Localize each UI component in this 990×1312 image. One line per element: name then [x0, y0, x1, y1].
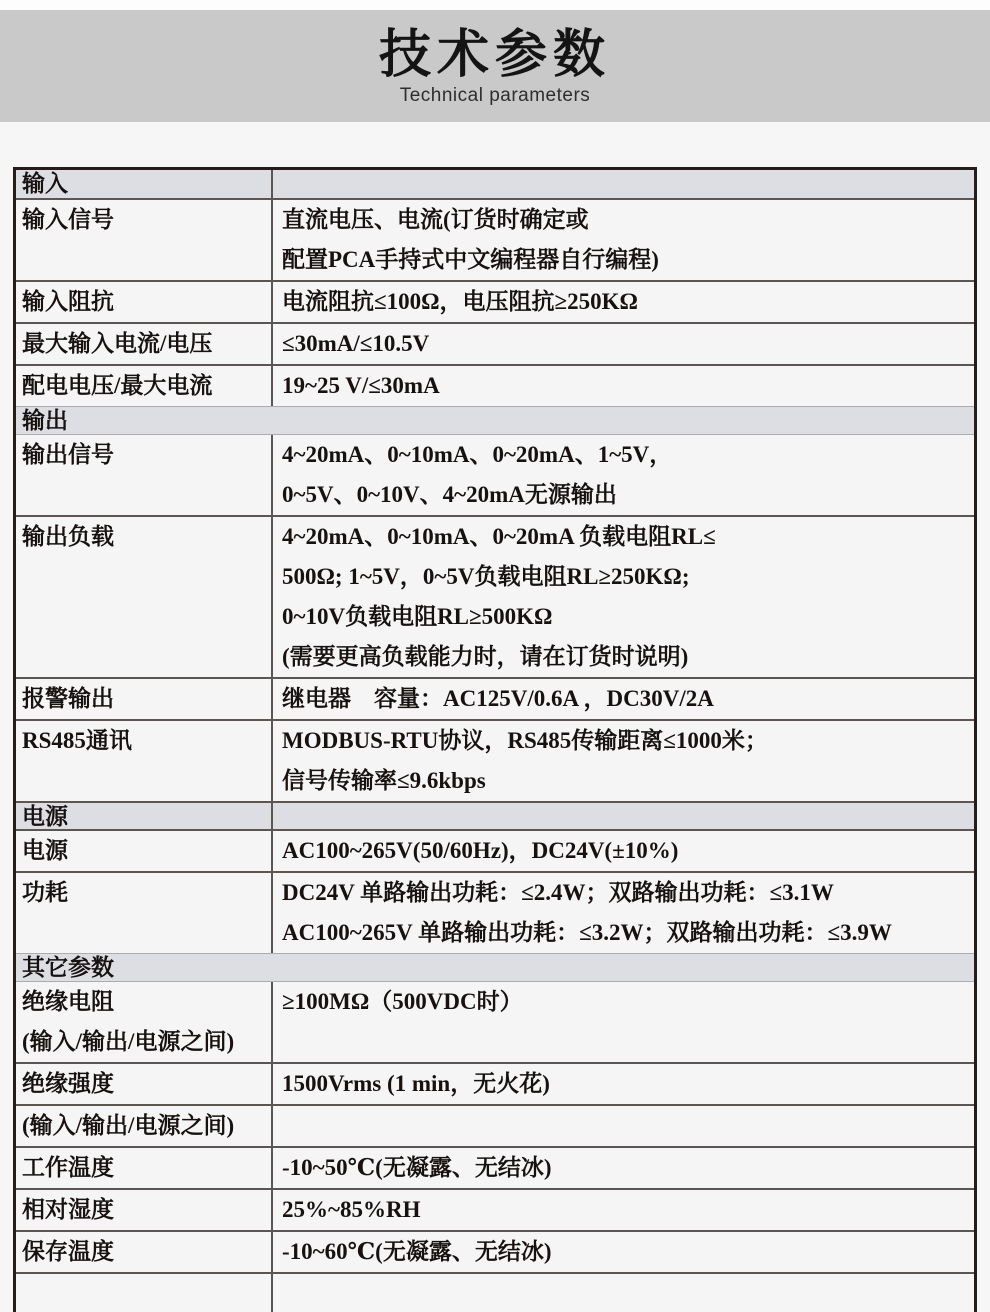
page-title: 技术参数	[378, 25, 611, 84]
spec-value-cell	[273, 1064, 974, 1104]
spec-label-cell	[16, 721, 273, 801]
spec-value-cell	[273, 1274, 974, 1312]
spec-value-line: 继电器 容量：AC125V/0.6A ，DC30V/2A	[282, 686, 714, 711]
spec-value-cell	[273, 170, 974, 198]
header-band	[0, 10, 990, 122]
spec-label-cell	[16, 200, 273, 280]
spec-value-cell	[273, 954, 974, 981]
spec-value-line: -10~60℃(无凝露、无结冰)	[282, 1239, 552, 1264]
table-row	[16, 434, 974, 515]
spec-value-line: 19~25 V/≤30mA	[282, 373, 440, 398]
table-row	[16, 871, 974, 953]
spec-label-line: 绝缘强度	[22, 1071, 114, 1096]
table-row	[16, 719, 974, 801]
spec-label-cell	[16, 1106, 273, 1146]
spec-label-line: 报警输出	[22, 686, 114, 711]
spec-value-line: AC100~265V(50/60Hz)，DC24V(±10%)	[282, 838, 679, 863]
page-subtitle: Technical parameters	[399, 84, 591, 106]
spec-value-line: MODBUS-RTU协议，RS485传输距离≤1000米；	[282, 728, 768, 753]
spec-table	[13, 167, 977, 1312]
spec-label-cell	[16, 679, 273, 719]
spec-value-line: 信号传输率≤9.6kbps	[282, 768, 486, 793]
spec-label-line: 其它参数	[22, 955, 114, 980]
spec-value-line: ≤30mA/≤10.5V	[282, 331, 430, 356]
spec-label-cell	[16, 803, 273, 829]
table-row	[16, 1188, 974, 1230]
spec-label-line: 电源	[22, 838, 68, 863]
table-row	[16, 322, 974, 364]
spec-value-line: 电流阻抗≤100Ω，电压阻抗≥250KΩ	[282, 289, 638, 314]
spec-label-line: (输入/输出/电源之间)	[22, 1029, 235, 1054]
spec-value-line: 4~20mA、0~10mA、0~20mA、1~5V，	[282, 442, 673, 467]
spec-label-line: 绝缘电阻	[22, 989, 114, 1014]
table-row	[16, 1272, 974, 1312]
spec-value-cell	[273, 1106, 974, 1146]
spec-label-cell	[16, 831, 273, 871]
spec-value-line: 0~10V负载电阻RL≥500KΩ	[282, 604, 553, 629]
spec-label-line: 工作温度	[22, 1155, 114, 1180]
spec-value-cell	[273, 873, 974, 953]
spec-value-line: 直流电压、电流(订货时确定或	[282, 207, 589, 232]
spec-value-line: 500Ω; 1~5V，0~5V负载电阻RL≥250KΩ;	[282, 564, 690, 589]
table-row	[16, 1062, 974, 1104]
spec-label-line: 相对湿度	[22, 1197, 114, 1222]
spec-label-line: 最大输入电流/电压	[22, 331, 213, 356]
spec-label-line: 电源	[22, 804, 68, 829]
spec-value-line: -10~50℃(无凝露、无结冰)	[282, 1155, 552, 1180]
table-row	[16, 198, 974, 280]
spec-value-cell	[273, 1148, 974, 1188]
section-row	[16, 170, 974, 198]
spec-value-cell	[273, 1232, 974, 1272]
spec-value-line: DC24V 单路输出功耗：≤2.4W；双路输出功耗：≤3.1W	[282, 880, 834, 905]
spec-label-cell	[16, 1274, 273, 1312]
spec-label-line: 功耗	[22, 880, 68, 905]
spec-label-cell	[16, 1232, 273, 1272]
spec-label-cell	[16, 1064, 273, 1104]
spec-value-cell	[273, 366, 974, 406]
spec-label-line: 输入	[22, 171, 68, 196]
table-row	[16, 280, 974, 322]
spec-label-line: 输出负载	[22, 524, 114, 549]
spec-label-cell	[16, 366, 273, 406]
table-row	[16, 1230, 974, 1272]
spec-label-cell	[16, 1190, 273, 1230]
spec-label-cell	[16, 435, 273, 515]
spec-value-cell	[273, 831, 974, 871]
spec-value-cell	[273, 803, 974, 829]
spec-label-line: (输入/输出/电源之间)	[22, 1113, 235, 1138]
spec-value-line: ≥100MΩ（500VDC时）	[282, 989, 523, 1014]
spec-label-line: RS485通讯	[22, 728, 132, 753]
spec-value-cell	[273, 982, 974, 1062]
spec-value-cell	[273, 721, 974, 801]
table-row	[16, 364, 974, 406]
spec-value-line: AC100~265V 单路输出功耗：≤3.2W；双路输出功耗：≤3.9W	[282, 920, 892, 945]
spec-label-line: 保存温度	[22, 1239, 114, 1264]
spec-value-line: 0~5V、0~10V、4~20mA无源输出	[282, 482, 617, 507]
spec-label-cell	[16, 873, 273, 953]
spec-label-cell	[16, 1148, 273, 1188]
table-row	[16, 981, 974, 1062]
spec-value-cell	[273, 1190, 974, 1230]
spec-value-cell	[273, 679, 974, 719]
spec-label-line: 输入阻抗	[22, 289, 114, 314]
spec-value-line: 配置PCA手持式中文编程器自行编程)	[282, 247, 659, 272]
spec-label-cell	[16, 282, 273, 322]
section-row	[16, 801, 974, 829]
table-row	[16, 515, 974, 677]
spec-label-line: 输出	[22, 408, 68, 433]
table-row	[16, 829, 974, 871]
top-margin-strip	[0, 0, 990, 10]
spec-label-line: 输入信号	[22, 207, 114, 232]
spec-value-line: 25%~85%RH	[282, 1197, 421, 1222]
spec-value-cell	[273, 517, 974, 677]
spec-value-cell	[273, 407, 974, 434]
spec-value-line: 1500Vrms (1 min，无火花)	[282, 1071, 550, 1096]
table-row	[16, 677, 974, 719]
spec-label-cell	[16, 517, 273, 677]
spec-label-cell	[16, 982, 273, 1062]
table-row	[16, 1146, 974, 1188]
spec-value-cell	[273, 200, 974, 280]
spec-label-line: 配电电压/最大电流	[22, 373, 213, 398]
spec-value-line: 4~20mA、0~10mA、0~20mA 负载电阻RL≤	[282, 524, 716, 549]
section-row	[16, 406, 974, 434]
spec-value-cell	[273, 282, 974, 322]
spec-label-cell	[16, 324, 273, 364]
spec-value-cell	[273, 435, 974, 515]
section-row	[16, 953, 974, 981]
spec-value-line: (需要更高负载能力时，请在订货时说明)	[282, 644, 689, 669]
spec-value-cell	[273, 324, 974, 364]
spec-label-line: 输出信号	[22, 442, 114, 467]
spec-label-cell	[16, 170, 273, 198]
spec-label-cell	[16, 407, 273, 434]
spec-label-cell	[16, 954, 273, 981]
table-row	[16, 1104, 974, 1146]
